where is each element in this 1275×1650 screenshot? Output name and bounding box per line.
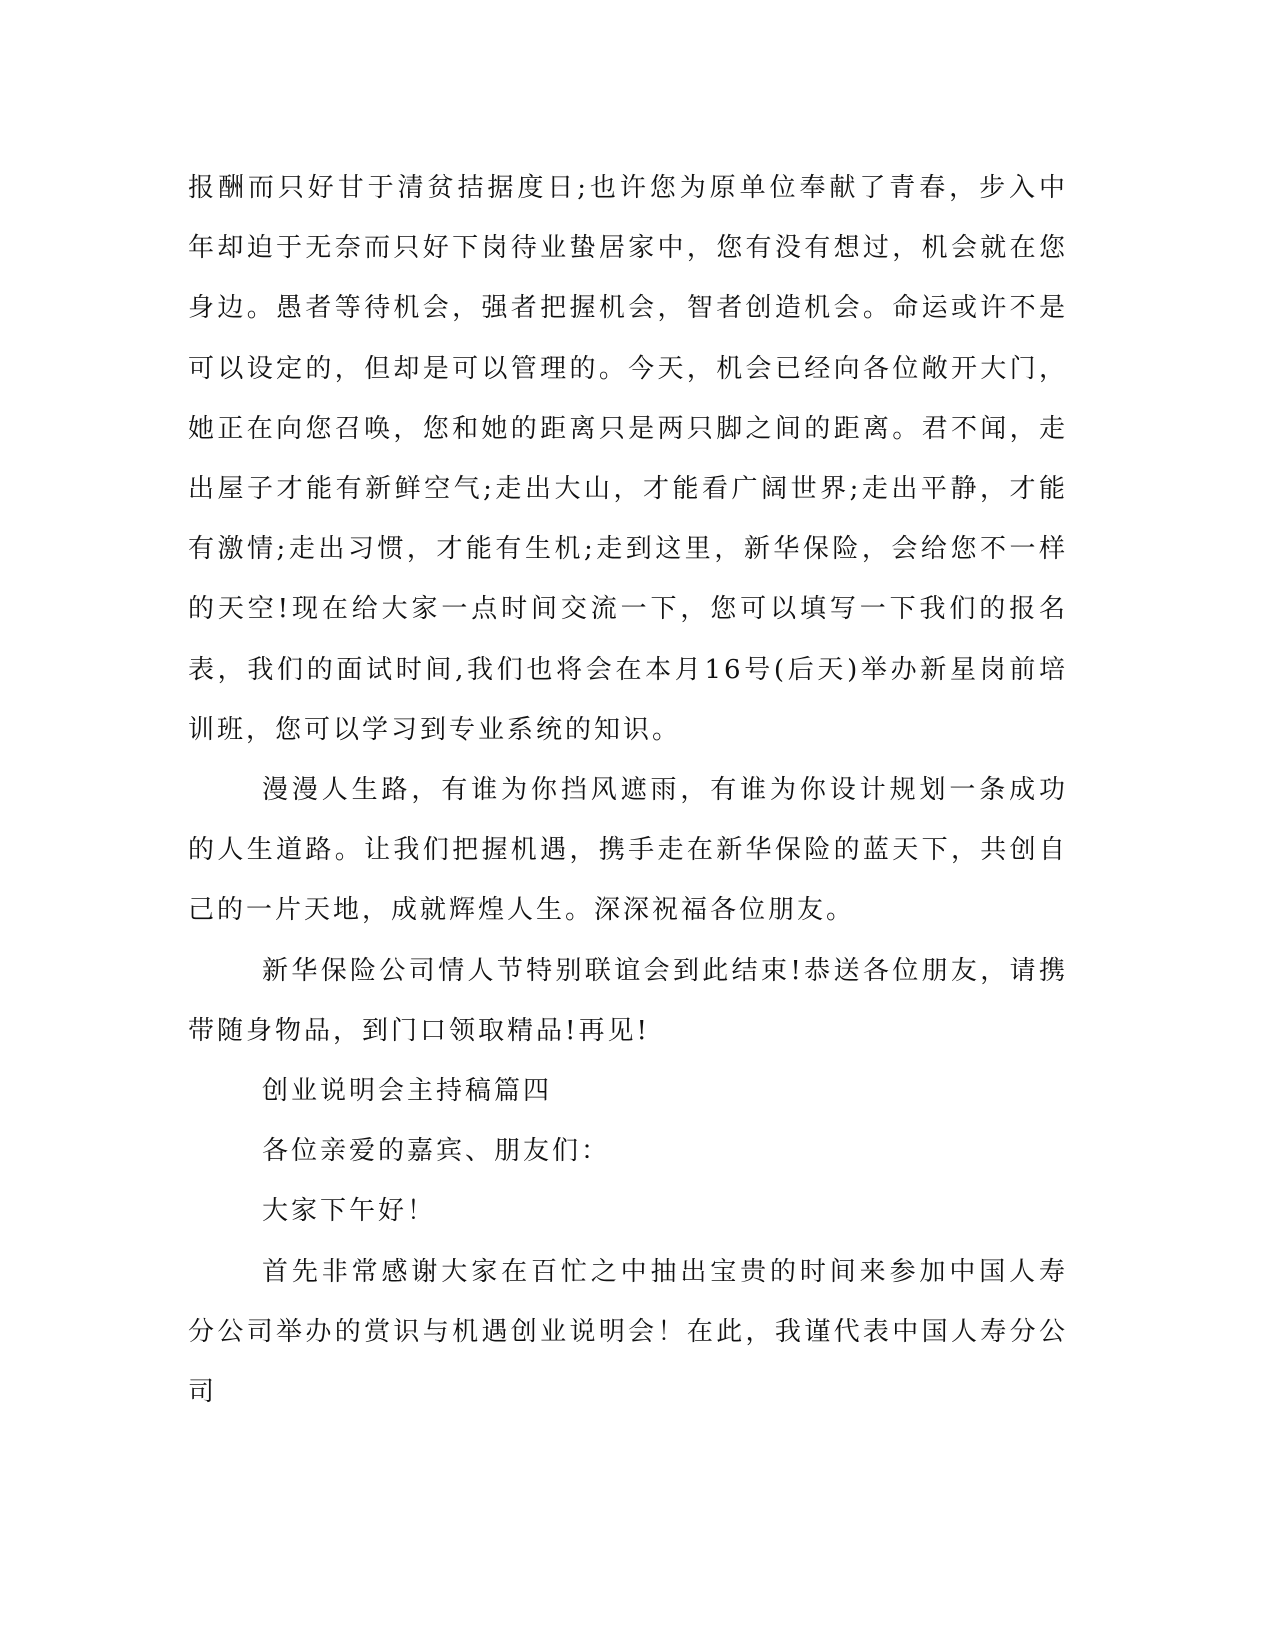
paragraph-1: 报酬而只好甘于清贫拮据度日;也许您为原单位奉献了青春，步入中年却迫于无奈而只好下岗待业蛰居家中，您有没有想过，机会就在您身边。愚者等待机会，强者把握机会，智者创造机会。命运或许不是可以设定的，但却是可以管理的。今天，机会已经向各位敞开大门，她正在向您召唤，您和她的距离只是两只脚之间的距离。君不闻，走出屋子才能有新鲜空气;走出大山，才能看广阔世界;走出平静，才能有激情;走出习惯，才能有生机;走到这里，新华保险，会给您不一样的天空!现在给大家一点时间交流一下，您可以填写一下我们的报名表，我们的面试时间,我们也将会在本月16号(后天)举办新星岗前培训班，您可以学习到专业系统的知识。 bbox=[188, 173, 1068, 745]
greeting: 大家下午好！ bbox=[262, 1196, 437, 1227]
paragraph-3: 新华保险公司情人节特别联谊会到此结束!恭送各位朋友，请携带随身物品，到门口领取精品!再见! bbox=[188, 955, 1068, 1046]
paragraph-2: 漫漫人生路，有谁为你挡风遮雨，有谁为你设计规划一条成功的人生道路。让我们把握机遇，携手走在新华保险的蓝天下，共创自己的一片天地，成就辉煌人生。深深祝福各位朋友。 bbox=[188, 775, 1068, 926]
paragraph-4: 首先非常感谢大家在百忙之中抽出宝贵的时间来参加中国人寿分公司举办的赏识与机遇创业说明会！在此，我谨代表中国人寿分公司 bbox=[188, 1256, 1068, 1408]
section-heading: 创业说明会主持稿篇四 bbox=[262, 1076, 553, 1107]
document-body bbox=[188, 158, 1068, 1422]
salutation: 各位亲爱的嘉宾、朋友们： bbox=[262, 1136, 611, 1167]
